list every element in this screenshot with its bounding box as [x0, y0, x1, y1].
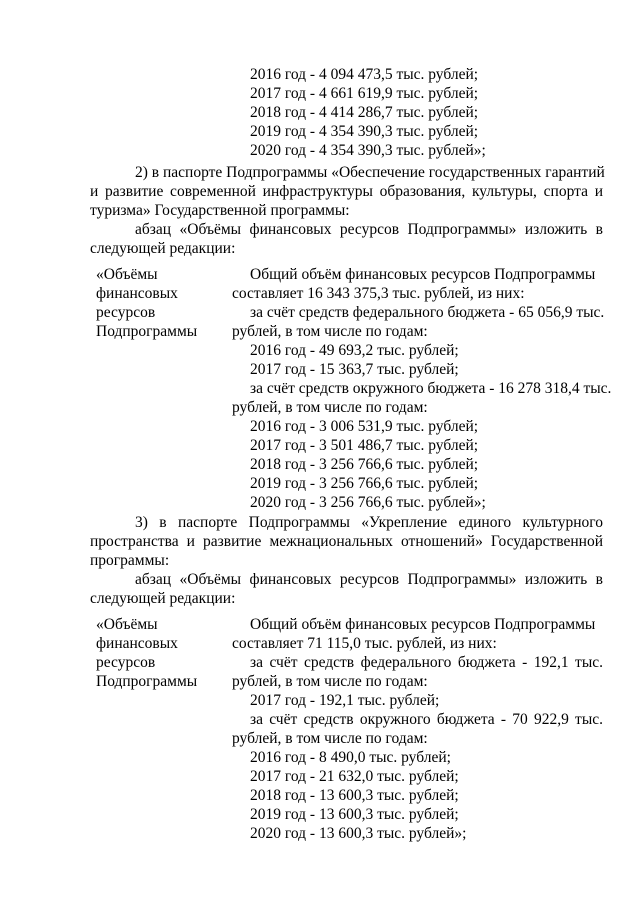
paragraph-line: и развитие современной инфраструктуры образования, культуры, спорта и: [90, 183, 603, 200]
paragraph-line: пространства и развитие межнациональных отношений» Государственной: [90, 533, 603, 550]
value-line: 2019 год - 3 256 766,6 тыс. рублей;: [250, 475, 479, 492]
value-line: 2017 год - 21 632,0 тыс. рублей;: [250, 768, 459, 785]
paragraph-line: абзац «Объёмы финансовых ресурсов Подпрограммы» изложить в: [135, 221, 603, 238]
year-line: 2016 год - 4 094 473,5 тыс. рублей;: [250, 66, 479, 83]
value-line: 2019 год - 13 600,3 тыс. рублей;: [250, 806, 459, 823]
value-line: 2018 год - 3 256 766,6 тыс. рублей;: [250, 456, 479, 473]
value-line: 2017 год - 15 363,7 тыс. рублей;: [250, 361, 459, 378]
row-label: Подпрограммы: [96, 673, 198, 690]
year-line: 2018 год - 4 414 286,7 тыс. рублей;: [250, 104, 479, 121]
value-line: 2016 год - 8 490,0 тыс. рублей;: [250, 749, 451, 766]
value-line: за счёт средств окружного бюджета - 70 922,9 тыс.: [250, 711, 603, 728]
value-line: 2018 год - 13 600,3 тыс. рублей;: [250, 787, 459, 804]
value-line: составляет 71 115,0 тыс. рублей, из них:: [232, 635, 497, 652]
year-line: 2020 год - 4 354 390,3 тыс. рублей»;: [250, 142, 486, 159]
value-line: Общий объём финансовых ресурсов Подпрограммы: [250, 266, 596, 283]
value-line: 2020 год - 13 600,3 тыс. рублей»;: [250, 825, 467, 842]
value-line: за счёт средств федерального бюджета - 192,1 тыс.: [250, 654, 603, 671]
row-label: «Объёмы: [96, 616, 158, 633]
row-label: «Объёмы: [96, 266, 158, 283]
value-line: 2017 год - 192,1 тыс. рублей;: [250, 692, 440, 709]
value-line: 2016 год - 49 693,2 тыс. рублей;: [250, 342, 459, 359]
value-line: рублей, в том числе по годам:: [232, 323, 428, 340]
value-line: 2016 год - 3 006 531,9 тыс. рублей;: [250, 418, 479, 435]
value-line: Общий объём финансовых ресурсов Подпрограммы: [250, 616, 596, 633]
row-label: Подпрограммы: [96, 323, 198, 340]
row-label: финансовых: [96, 635, 178, 652]
value-line: рублей, в том числе по годам:: [232, 673, 428, 690]
value-line: составляет 16 343 375,3 тыс. рублей, из них:: [232, 285, 525, 302]
paragraph-line: следующей редакции:: [90, 240, 236, 257]
paragraph-line: следующей редакции:: [90, 590, 236, 607]
paragraph-line: 2) в паспорте Подпрограммы «Обеспечение государственных гарантий: [135, 164, 605, 181]
row-label: ресурсов: [96, 654, 156, 671]
value-line: 2020 год - 3 256 766,6 тыс. рублей»;: [250, 494, 486, 511]
year-line: 2017 год - 4 661 619,9 тыс. рублей;: [250, 85, 479, 102]
paragraph-line: абзац «Объёмы финансовых ресурсов Подпрограммы» изложить в: [135, 571, 603, 588]
row-label: ресурсов: [96, 304, 156, 321]
row-label: финансовых: [96, 285, 178, 302]
value-line: рублей, в том числе по годам:: [232, 399, 428, 416]
year-line: 2019 год - 4 354 390,3 тыс. рублей;: [250, 123, 479, 140]
value-line: рублей, в том числе по годам:: [232, 730, 428, 747]
value-line: за счёт средств окружного бюджета - 16 278 318,4 тыс.: [250, 380, 612, 397]
paragraph-line: туризма» Государственной программы:: [90, 202, 350, 219]
paragraph-line: программы:: [90, 552, 170, 569]
value-line: 2017 год - 3 501 486,7 тыс. рублей;: [250, 437, 479, 454]
paragraph-line: 3) в паспорте Подпрограммы «Укрепление единого культурного: [135, 514, 603, 531]
value-line: за счёт средств федерального бюджета - 65 056,9 тыс.: [250, 304, 605, 321]
